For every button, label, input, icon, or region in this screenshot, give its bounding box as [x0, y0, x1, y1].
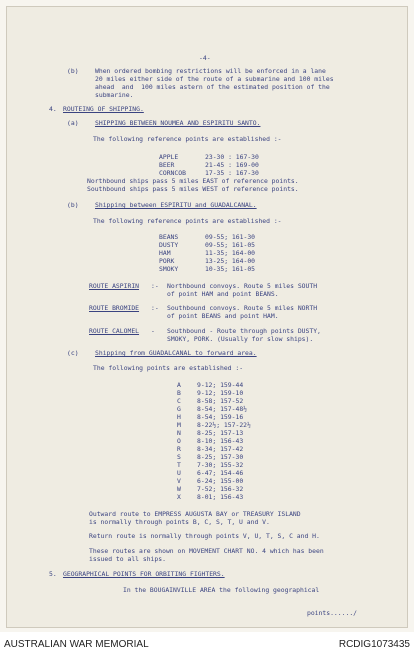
point-coords: 8-01; 156-43	[197, 493, 244, 501]
point-coords: 8-34; 157-42	[197, 445, 244, 453]
point-letter: O	[177, 437, 181, 445]
route-label: ROUTE BROMIDE	[89, 304, 140, 312]
ref-point-name: BEANS	[159, 233, 179, 241]
route-line: of point BEANS and point HAM.	[167, 312, 279, 320]
point-letter: T	[177, 461, 181, 469]
page-number: -4-	[199, 54, 211, 62]
ref-point-coords: 10-35; 161-05	[205, 265, 256, 273]
point-coords: 9-12; 159-10	[197, 389, 244, 397]
footer-record-id: RCDIG1073435	[338, 639, 410, 650]
ref-point-name: BEER	[159, 161, 175, 169]
sub-a-note: Northbound ships pass 5 miles EAST of reference points.	[87, 177, 299, 185]
section-4-number: 4.	[49, 105, 57, 113]
sub-a-title: SHIPPING BETWEEN NOUMEA AND ESPIRITU SANTO.	[95, 119, 261, 127]
ref-point-name: PORK	[159, 257, 175, 265]
ref-point-name: DUSTY	[159, 241, 179, 249]
sub-c-outward: is normally through points B, C, S, T, U and V.	[89, 518, 270, 526]
point-coords: 6-47; 154-46	[197, 469, 244, 477]
point-letter: U	[177, 469, 181, 477]
sub-c-chart-note: issued to all ships.	[89, 555, 166, 563]
point-letter: H	[177, 413, 181, 421]
ref-point-coords: 13-25; 164-00	[205, 257, 256, 265]
ref-point-name: APPLE	[159, 153, 179, 161]
route-label: ROUTE ASPIRIN	[89, 282, 140, 290]
para-b-line: ahead and 100 miles astern of the estimated position of the	[95, 83, 330, 91]
para-b-marker: (b)	[67, 67, 79, 75]
point-letter: M	[177, 421, 181, 429]
route-line: Northbound convoys. Route 5 miles SOUTH	[167, 282, 318, 290]
ref-point-coords: 11-35; 164-00	[205, 249, 256, 257]
sub-b-marker: (b)	[67, 201, 79, 209]
sub-c-outward: Outward route to EMPRESS AUGUSTA BAY or TREASURY ISLAND	[89, 510, 301, 518]
ref-point-name: HAM	[159, 249, 171, 257]
point-letter: R	[177, 445, 181, 453]
para-b-line: When ordered bombing restrictions will be enforced in a lane	[95, 67, 326, 75]
point-coords: 7-30; 155-32	[197, 461, 244, 469]
point-coords: 8-10; 156-43	[197, 437, 244, 445]
ref-point-name: SMOKY	[159, 265, 179, 273]
ref-point-coords: 23-30 : 167-30	[205, 153, 259, 161]
point-coords: 8-58; 157-52	[197, 397, 244, 405]
sub-c-title: Shipping from GUADALCANAL to forward area.	[95, 349, 257, 357]
route-sep: :-	[151, 282, 159, 290]
para-b-line: submarine.	[95, 91, 134, 99]
archive-footer	[0, 632, 414, 653]
sub-b-title: Shipping between ESPIRITU and GUADALCANAL.	[95, 201, 257, 209]
point-coords: 8-25; 157-13	[197, 429, 244, 437]
ref-point-name: CORNCOB	[159, 169, 186, 177]
ref-point-coords: 09-55; 161-30	[205, 233, 256, 241]
sub-a-note: Southbound ships pass 5 miles WEST of reference points.	[87, 185, 299, 193]
point-letter: V	[177, 477, 181, 485]
point-letter: W	[177, 485, 181, 493]
point-coords: 6-24; 155-00	[197, 477, 244, 485]
route-line: of point HAM and point BEANS.	[167, 290, 279, 298]
sub-c-chart-note: These routes are shown on MOVEMENT CHART NO. 4 which has been	[89, 547, 324, 555]
point-coords: 8-25; 157-30	[197, 453, 244, 461]
point-coords: 8-22½; 157-22½	[197, 421, 251, 429]
point-coords: 7-52; 156-32	[197, 485, 244, 493]
section-4-title: ROUTEING OF SHIPPING.	[63, 105, 144, 113]
point-letter: C	[177, 397, 181, 405]
sub-c-marker: (c)	[67, 349, 79, 357]
sub-c-return: Return route is normally through points V, U, T, S, C and H.	[89, 532, 320, 540]
section-5-line: In the BOUGAINVILLE AREA the following geographical	[123, 586, 320, 594]
ref-point-coords: 21-45 : 169-00	[205, 161, 259, 169]
section-5-title: GEOGRAPHICAL POINTS FOR ORBITING FIGHTERS.	[63, 570, 225, 578]
route-label: ROUTE CALOMEL	[89, 327, 140, 335]
route-line: Southbound - Route through points DUSTY,	[167, 327, 321, 335]
route-sep: :-	[151, 304, 159, 312]
sub-a-intro: The following reference points are established :-	[93, 135, 282, 143]
point-coords: 8-54; 157-48½	[197, 405, 248, 413]
ref-point-coords: 09-55; 161-05	[205, 241, 256, 249]
point-coords: 9-12; 159-44	[197, 381, 244, 389]
section-5-number: 5.	[49, 570, 57, 578]
route-line: Southbound convoys. Route 5 miles NORTH	[167, 304, 318, 312]
route-line: SMOKY, PORK. (Usually for slow ships).	[167, 335, 314, 343]
sub-a-marker: (a)	[67, 119, 79, 127]
para-b-line: 20 miles either side of the route of a submarine and 100 miles	[95, 75, 334, 83]
point-letter: B	[177, 389, 181, 397]
sub-b-intro: The following reference points are established :-	[93, 217, 282, 225]
ref-point-coords: 17-35 : 167-30	[205, 169, 259, 177]
point-letter: X	[177, 493, 181, 501]
point-letter: N	[177, 429, 181, 437]
point-letter: G	[177, 405, 181, 413]
sub-c-intro: The following points are established :-	[93, 364, 244, 372]
route-sep: -	[151, 327, 155, 335]
point-coords: 8-54; 159-16	[197, 413, 244, 421]
point-letter: S	[177, 453, 181, 461]
footer-source: AUSTRALIAN WAR MEMORIAL	[4, 639, 149, 650]
point-letter: A	[177, 381, 181, 389]
document-page	[6, 6, 408, 628]
continued-marker: points....../	[307, 609, 358, 617]
